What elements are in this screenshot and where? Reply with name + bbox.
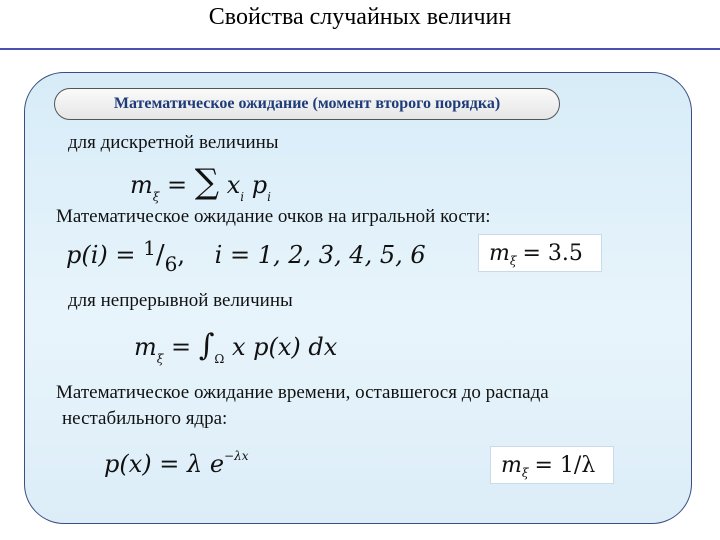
m-symbol: m	[501, 452, 522, 478]
decay-result-value: = 1/λ	[534, 452, 596, 478]
dice-text: Математическое ожидание очков на игральной кости:	[56, 206, 491, 227]
exponent: −λx	[224, 449, 249, 463]
xi-subscript: ξ	[152, 190, 160, 204]
m-symbol: m	[134, 333, 157, 361]
m-symbol: m	[130, 171, 153, 199]
continuous-formula	[134, 328, 338, 366]
omega-subscript: Ω	[214, 352, 225, 366]
equals-sign: =	[171, 333, 192, 361]
section-header: Математическое ожидание (момент второго порядка)	[54, 88, 560, 120]
dice-formula	[66, 236, 426, 276]
integrand: x p(x) dx	[232, 333, 338, 361]
xi-subscript: ξ	[521, 466, 529, 480]
slide-title: Свойства случайных величин	[208, 4, 512, 30]
equals-sign: =	[167, 171, 188, 199]
fraction-denominator: 6	[164, 252, 178, 276]
dice-range: i = 1, 2, 3, 4, 5, 6	[214, 241, 426, 269]
title-divider	[0, 48, 720, 50]
i-subscript: i	[240, 190, 245, 204]
discrete-formula	[130, 162, 271, 202]
dice-result-value: = 3.5	[522, 240, 583, 266]
integral-symbol: ∫	[198, 328, 215, 363]
continuous-label: для непрерывной величины	[68, 290, 293, 311]
discrete-label: для дискретной величины	[68, 132, 279, 153]
fraction-numerator: 1	[143, 236, 156, 260]
decay-lhs: p(x) = λ e	[104, 450, 225, 478]
decay-formula	[104, 450, 248, 478]
decay-text-line2: нестабильного ядра:	[62, 408, 228, 429]
fraction-slash: /	[155, 240, 165, 270]
decay-text-line1: Математическое ожидание времени, оставшегося до распада	[56, 382, 549, 403]
x-symbol: x	[226, 171, 241, 199]
sum-symbol: ∑	[194, 162, 220, 202]
m-symbol: m	[489, 240, 510, 266]
xi-subscript: ξ	[156, 352, 164, 366]
dice-lhs: p(i) =	[66, 241, 136, 269]
xi-subscript: ξ	[509, 254, 517, 268]
comma: ,	[177, 241, 186, 269]
i-subscript: i	[267, 190, 271, 204]
p-symbol: p	[251, 171, 268, 199]
dice-result-box	[478, 234, 602, 272]
decay-result-box	[490, 446, 614, 484]
